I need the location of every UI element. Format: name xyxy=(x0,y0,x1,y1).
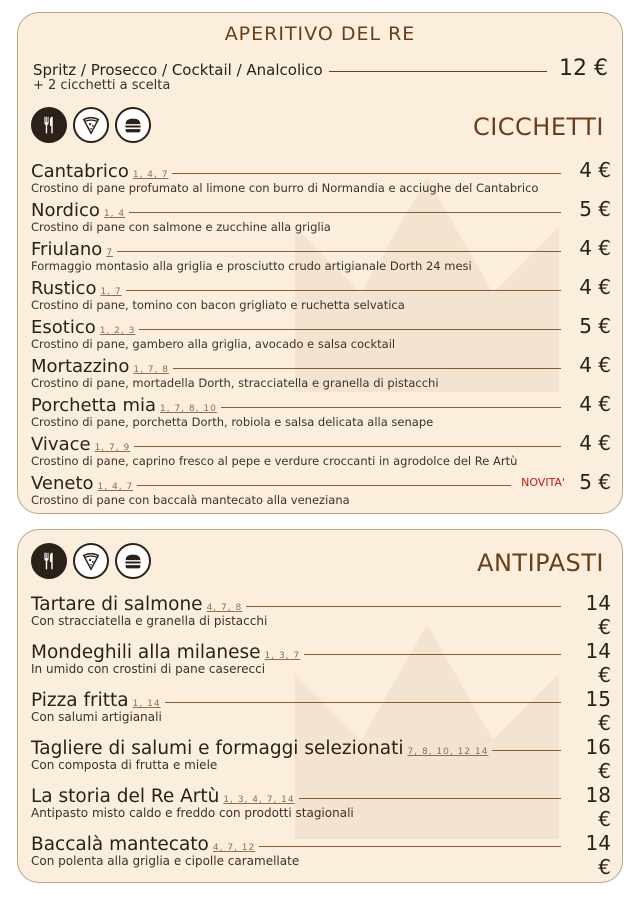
pizza-icon[interactable] xyxy=(73,543,109,579)
allergen-codes: 7 xyxy=(106,248,114,258)
item-description: Formaggio montasio alla griglia e prosciutto crudo artigianale Dorth 24 mesi xyxy=(31,259,472,273)
item-name: Cantabrico xyxy=(31,161,129,182)
aperitivo-title: APERITIVO DEL RE xyxy=(224,23,416,45)
item-description: Crostino di pane, gambero alla griglia, avocado e salsa cocktail xyxy=(31,337,396,351)
item-price: 4 € xyxy=(579,236,611,260)
novita-badge: NOVITA' xyxy=(521,476,565,489)
item-price: 15 € xyxy=(585,687,611,735)
item-name: Vivace xyxy=(31,434,91,455)
item-name: Nordico xyxy=(31,200,100,221)
menu-item xyxy=(31,735,611,783)
leader-line xyxy=(129,212,561,213)
allergen-codes: 1, 7, 8, 10 xyxy=(160,404,217,414)
item-description: In umido con crostini di pane caserecci xyxy=(31,662,266,676)
allergen-codes: 1, 4 xyxy=(103,209,126,219)
item-description: Crostino di pane con salmone e zucchine alla griglia xyxy=(31,220,331,234)
allergen-codes: 1, 4, 7 xyxy=(97,482,134,492)
item-name: Veneto xyxy=(31,473,94,494)
item-description: Con salumi artigianali xyxy=(31,710,162,724)
leader-line xyxy=(134,446,561,447)
item-price: 16 € xyxy=(585,735,611,783)
item-name: Baccalà mantecato xyxy=(31,834,209,855)
item-price: 4 € xyxy=(579,392,611,416)
item-price: 18 € xyxy=(585,783,611,831)
item-description: Crostino di pane, caprino fresco al pepe e verdure croccanti in agrodolce del Re Artù xyxy=(31,454,518,468)
leader-line xyxy=(126,290,561,291)
allergen-codes: 1, 14 xyxy=(132,699,161,709)
item-description: Con stracciatella e granella di pistacchi xyxy=(31,614,268,628)
leader-line xyxy=(304,654,561,655)
leader-line xyxy=(299,798,561,799)
allergen-codes: 1, 2, 3 xyxy=(99,326,136,336)
item-name: Pizza fritta xyxy=(31,690,129,711)
item-description: Crostino di pane, tomino con bacon grigliato e ruchetta selvatica xyxy=(31,298,405,312)
item-price: 14 € xyxy=(585,831,611,879)
cicchetti-card xyxy=(17,12,623,514)
item-name: Esotico xyxy=(31,317,96,338)
leader-line xyxy=(329,71,547,72)
menu-item xyxy=(31,783,611,831)
allergen-codes: 1, 7, 8 xyxy=(133,365,169,375)
allergen-codes: 1, 3, 7 xyxy=(264,651,301,661)
burger-icon[interactable] xyxy=(115,107,151,143)
cutlery-icon[interactable] xyxy=(31,543,67,579)
menu-item xyxy=(31,591,611,639)
menu-item xyxy=(31,831,611,879)
item-name: Rustico xyxy=(31,278,97,299)
item-name: Friulano xyxy=(31,239,103,260)
item-description: Con composta di frutta e miele xyxy=(31,758,218,772)
leader-line xyxy=(221,407,561,408)
menu-item xyxy=(31,470,611,507)
item-price: 5 € xyxy=(579,470,611,494)
leader-line xyxy=(137,485,511,486)
item-name: Tartare di salmone xyxy=(31,594,203,615)
leader-line xyxy=(492,750,561,751)
item-price: 14 € xyxy=(585,591,611,639)
menu-item xyxy=(31,431,611,468)
item-price: 5 € xyxy=(579,197,611,221)
cutlery-icon[interactable] xyxy=(31,107,67,143)
item-description: Crostino di pane profumato al limone con burro di Normandia e acciughe del Cantabrico xyxy=(31,181,539,195)
leader-line xyxy=(165,702,561,703)
item-price: 4 € xyxy=(579,275,611,299)
menu-item xyxy=(31,236,611,273)
burger-icon[interactable] xyxy=(115,543,151,579)
leader-line xyxy=(173,368,561,369)
item-name: Tagliere di salumi e formaggi selezionati xyxy=(31,738,404,759)
aperitivo-drinks: Spritz / Prosecco / Cocktail / Analcolico xyxy=(33,61,323,79)
leader-line xyxy=(117,251,561,252)
allergen-codes: 7, 8, 10, 12 14 xyxy=(407,747,489,757)
item-description: Crostino di pane con baccalà mantecato alla veneziana xyxy=(31,493,350,507)
leader-line xyxy=(246,606,561,607)
menu-item xyxy=(31,353,611,390)
item-price: 4 € xyxy=(579,353,611,377)
allergen-codes: 1, 3, 4, 7, 14 xyxy=(223,795,295,805)
menu-item xyxy=(31,275,611,312)
item-price: 4 € xyxy=(579,431,611,455)
item-name: La storia del Re Artù xyxy=(31,786,220,807)
item-name: Mondeghili alla milanese xyxy=(31,642,261,663)
category-icons xyxy=(31,107,151,143)
allergen-codes: 1, 7 xyxy=(100,287,122,297)
aperitivo-subtitle: + 2 cicchetti a scelta xyxy=(33,78,171,93)
item-price: 14 € xyxy=(585,639,611,687)
menu-item xyxy=(31,197,611,234)
cicchetti-title: CICCHETTI xyxy=(472,113,604,141)
leader-line xyxy=(259,846,561,847)
menu-item xyxy=(31,158,611,195)
leader-line xyxy=(172,173,561,174)
item-description: Con polenta alla griglia e cipolle caramellate xyxy=(31,854,300,868)
antipasti-title: ANTIPASTI xyxy=(477,549,604,577)
item-name: Mortazzino xyxy=(31,356,130,377)
aperitivo-price: 12 € xyxy=(559,56,608,81)
item-description: Crostino di pane, mortadella Dorth, stracciatella e granella di pistacchi xyxy=(31,376,439,390)
item-price: 5 € xyxy=(579,314,611,338)
leader-line xyxy=(139,329,561,330)
menu-item xyxy=(31,639,611,687)
menu-item xyxy=(31,687,611,735)
item-price: 4 € xyxy=(579,158,611,182)
antipasti-card xyxy=(17,529,623,883)
item-name: Porchetta mia xyxy=(31,395,157,416)
category-icons xyxy=(31,543,151,579)
pizza-icon[interactable] xyxy=(73,107,109,143)
item-description: Crostino di pane, porchetta Dorth, robiola e salsa delicata alla senape xyxy=(31,415,434,429)
menu-item xyxy=(31,392,611,429)
menu-item xyxy=(31,314,611,351)
allergen-codes: 4, 7, 12 xyxy=(212,843,256,853)
allergen-codes: 1, 4, 7 xyxy=(132,170,169,180)
item-description: Antipasto misto caldo e freddo con prodotti stagionali xyxy=(31,806,354,820)
allergen-codes: 1, 7, 9 xyxy=(94,443,131,453)
allergen-codes: 4, 7, 8 xyxy=(206,603,243,613)
